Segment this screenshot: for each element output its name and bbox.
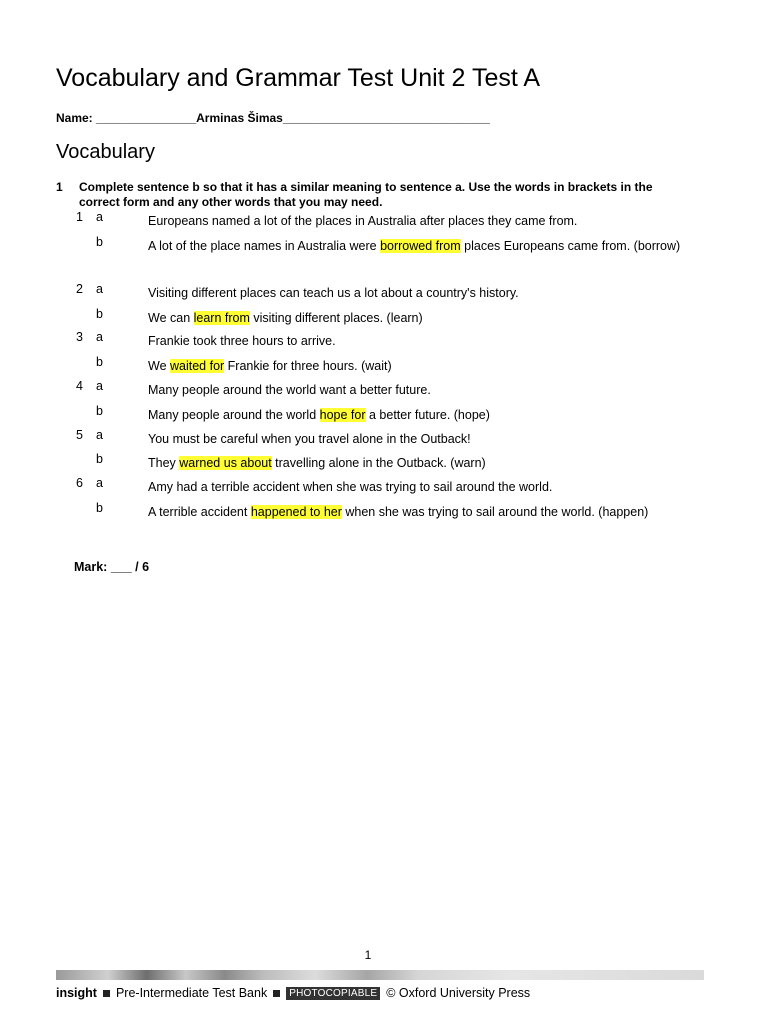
sentence-b-end: visiting different places. (learn) xyxy=(249,311,423,325)
item-letter-b: b xyxy=(96,355,103,369)
footer-image-band xyxy=(56,970,704,980)
exercise-number: 1 xyxy=(56,180,63,194)
page-title: Vocabulary and Grammar Test Unit 2 Test A xyxy=(56,64,541,92)
sentence-a: You must be careful when you travel alone in the Outback! xyxy=(148,432,471,446)
sentence-b-end: travelling alone in the Outback. (warn) xyxy=(271,456,486,470)
item-letter-b: b xyxy=(96,404,103,418)
sentence-b xyxy=(148,355,708,378)
item-letter-a: a xyxy=(96,330,103,344)
item-number: 1 xyxy=(76,210,83,224)
footer xyxy=(56,986,530,1000)
item-letter-b: b xyxy=(96,452,103,466)
answer-highlight: warned us about xyxy=(179,456,272,470)
answer-highlight: learn from xyxy=(193,311,250,325)
item-number: 3 xyxy=(76,330,83,344)
sentence-b xyxy=(148,452,708,475)
item-letter-a: a xyxy=(96,428,103,442)
item-number: 6 xyxy=(76,476,83,490)
answer-highlight: hope for xyxy=(319,408,366,422)
sentence-b xyxy=(148,501,708,524)
name-label: Name: xyxy=(56,111,93,125)
sentence-a: Amy had a terrible accident when she was trying to sail around the world. xyxy=(148,480,553,494)
sentence-b xyxy=(148,235,708,258)
name-blank-before: _______________ xyxy=(96,111,197,125)
answer-highlight: waited for xyxy=(170,359,225,373)
sentence-b xyxy=(148,404,708,427)
item-number: 4 xyxy=(76,379,83,393)
sentence-b-start: A lot of the place names in Australia were xyxy=(148,239,381,253)
name-blank-after: _______________________________ xyxy=(282,111,490,125)
mark-score: Mark: ___ / 6 xyxy=(74,560,150,574)
name-line xyxy=(56,111,490,125)
section-title: Vocabulary xyxy=(56,141,155,163)
footer-bank: Pre-Intermediate Test Bank xyxy=(115,986,268,1000)
item-letter-b: b xyxy=(96,307,103,321)
sentence-b xyxy=(148,307,708,330)
item-number: 5 xyxy=(76,428,83,442)
item-number: 2 xyxy=(76,282,83,296)
sentence-b-start: They xyxy=(148,456,180,470)
sentence-b-start: A terrible accident xyxy=(148,505,251,519)
answer-highlight: happened to her xyxy=(250,505,342,519)
sentence-b-end: a better future. (hope) xyxy=(365,408,490,422)
sentence-a: Frankie took three hours to arrive. xyxy=(148,334,336,348)
item-letter-a: a xyxy=(96,210,103,224)
footer-brand: insight xyxy=(56,986,97,1000)
item-letter-a: a xyxy=(96,476,103,490)
item-letter-b: b xyxy=(96,501,103,515)
item-letter-a: a xyxy=(96,282,103,296)
sentence-b-end: when she was trying to sail around the world. (happen) xyxy=(341,505,649,519)
photocopiable-badge: PHOTOCOPIABLE xyxy=(286,987,380,1000)
item-letter-a: a xyxy=(96,379,103,393)
item-letter-b: b xyxy=(96,235,103,249)
page-number: 1 xyxy=(364,948,372,962)
sentence-a: Visiting different places can teach us a lot about a country's history. xyxy=(148,286,519,300)
sentence-b-start: We xyxy=(148,359,170,373)
sentence-a: Many people around the world want a better future. xyxy=(148,383,431,397)
name-value: Arminas Šimas xyxy=(196,111,283,125)
square-bullet-icon xyxy=(103,990,110,997)
footer-publisher: © Oxford University Press xyxy=(386,986,531,1000)
sentence-b-start: We can xyxy=(148,311,194,325)
exercise-instruction: Complete sentence b so that it has a similar meaning to sentence a. Use the words in brackets in the correct form and any other words that you may need. xyxy=(79,180,653,209)
answer-highlight: borrowed from xyxy=(380,239,461,253)
sentence-a: Europeans named a lot of the places in Australia after places they came from. xyxy=(148,214,578,228)
square-bullet-icon xyxy=(273,990,280,997)
sentence-b-start: Many people around the world xyxy=(148,408,320,422)
sentence-b-end: Frankie for three hours. (wait) xyxy=(224,359,392,373)
sentence-b-end: places Europeans came from. (borrow) xyxy=(460,239,681,253)
